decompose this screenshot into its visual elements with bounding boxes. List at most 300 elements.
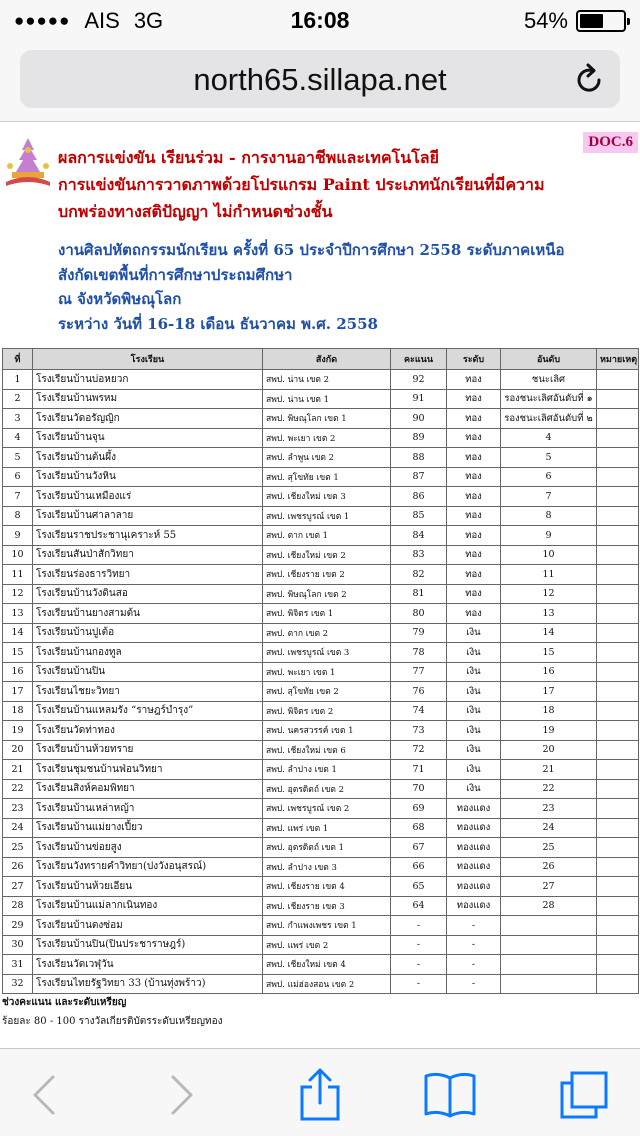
score: 90 xyxy=(391,409,447,429)
carrier-name: AIS xyxy=(84,8,120,33)
subtitle-line: สังกัดเขตพื้นที่การศึกษาประถมศึกษา xyxy=(58,265,293,284)
score: 82 xyxy=(391,565,447,585)
remarks xyxy=(597,604,639,624)
score: 65 xyxy=(391,877,447,897)
row-number: 5 xyxy=(3,448,33,468)
score: 88 xyxy=(391,448,447,468)
score: 89 xyxy=(391,428,447,448)
remarks xyxy=(597,389,639,409)
school-name: โรงเรียนบ้านต้นผึ้ง xyxy=(33,448,263,468)
forward-button[interactable] xyxy=(152,1067,212,1123)
school-name: โรงเรียนบ้านศาลาลาย xyxy=(33,506,263,526)
school-name: โรงเรียนบ้านวังหิน xyxy=(33,467,263,487)
table-row xyxy=(3,916,639,936)
school-name: โรงเรียนบ้านยางสามต้น xyxy=(33,604,263,624)
school-name: โรงเรียนบ้านปิน xyxy=(33,662,263,682)
remarks xyxy=(597,584,639,604)
score: 78 xyxy=(391,643,447,663)
remarks xyxy=(597,740,639,760)
medal-level: ทอง xyxy=(447,467,501,487)
header-affiliation: สังกัด xyxy=(263,349,391,370)
affiliation: สพป. แม่ฮ่องสอน เขต 2 xyxy=(263,974,391,994)
row-number: 1 xyxy=(3,370,33,390)
affiliation: สพป. สุโขทัย เขต 1 xyxy=(263,467,391,487)
rank: 21 xyxy=(501,760,597,780)
school-name: โรงเรียนบ้านบ่อหยวก xyxy=(33,370,263,390)
school-name: โรงเรียนบ้านแม่ลากเนินทอง xyxy=(33,896,263,916)
medal-level: - xyxy=(447,916,501,936)
affiliation: สพป. พิจิตร เขต 2 xyxy=(263,701,391,721)
bookmarks-button[interactable] xyxy=(420,1067,480,1123)
medal-level: ทองแดง xyxy=(447,877,501,897)
affiliation: สพป. ตาก เขต 1 xyxy=(263,526,391,546)
table-row xyxy=(3,799,639,819)
medal-level: ทอง xyxy=(447,545,501,565)
share-button[interactable] xyxy=(290,1067,350,1123)
rank: 24 xyxy=(501,818,597,838)
url-text[interactable]: north65.sillapa.net xyxy=(193,62,447,97)
table-row xyxy=(3,623,639,643)
rank: 16 xyxy=(501,662,597,682)
medal-level: - xyxy=(447,955,501,975)
results-table xyxy=(2,348,639,994)
affiliation: สพป. เชียงราย เขต 2 xyxy=(263,565,391,585)
medal-level: ทองแดง xyxy=(447,838,501,858)
medal-level: ทองแดง xyxy=(447,857,501,877)
affiliation: สพป. ลำปาง เขต 3 xyxy=(263,857,391,877)
table-row xyxy=(3,604,639,624)
school-name: โรงเรียนบ้านจุน xyxy=(33,428,263,448)
remarks xyxy=(597,721,639,741)
table-row xyxy=(3,701,639,721)
score: 79 xyxy=(391,623,447,643)
forward-icon[interactable] xyxy=(167,1073,197,1117)
school-name: โรงเรียนร่องธารวิทยา xyxy=(33,565,263,585)
row-number: 30 xyxy=(3,935,33,955)
medal-level: ทอง xyxy=(447,370,501,390)
table-row xyxy=(3,760,639,780)
remarks xyxy=(597,799,639,819)
rank: 13 xyxy=(501,604,597,624)
rank xyxy=(501,935,597,955)
table-row xyxy=(3,370,639,390)
score: - xyxy=(391,935,447,955)
medal-level: ทอง xyxy=(447,565,501,585)
score-range-line: ร้อยละ 80 - 100 รางวัลเกียรติบัตรระดับเหรียญทอง xyxy=(2,1016,223,1027)
row-number: 11 xyxy=(3,565,33,585)
rank: 10 xyxy=(501,545,597,565)
score: 80 xyxy=(391,604,447,624)
row-number: 8 xyxy=(3,506,33,526)
remarks xyxy=(597,487,639,507)
remarks xyxy=(597,409,639,429)
score: - xyxy=(391,916,447,936)
table-row xyxy=(3,409,639,429)
table-row xyxy=(3,974,639,994)
row-number: 21 xyxy=(3,760,33,780)
results-body xyxy=(3,370,639,994)
row-number: 32 xyxy=(3,974,33,994)
row-number: 20 xyxy=(3,740,33,760)
row-number: 6 xyxy=(3,467,33,487)
clock: 16:08 xyxy=(290,7,350,33)
remarks xyxy=(597,955,639,975)
row-number: 16 xyxy=(3,662,33,682)
table-row xyxy=(3,448,639,468)
medal-level: เงิน xyxy=(447,779,501,799)
medal-level: ทองแดง xyxy=(447,799,501,819)
school-name: โรงเรียนสิงห์คอมพิทยา xyxy=(33,779,263,799)
medal-level: ทอง xyxy=(447,487,501,507)
affiliation: สพป. พิษณุโลก เขต 2 xyxy=(263,584,391,604)
remarks xyxy=(597,643,639,663)
remarks xyxy=(597,838,639,858)
remarks xyxy=(597,974,639,994)
header-remarks: หมายเหตุ xyxy=(597,349,639,370)
affiliation: สพป. ลำปาง เขต 1 xyxy=(263,760,391,780)
affiliation: สพป. น่าน เขต 1 xyxy=(263,389,391,409)
affiliation: สพป. เชียงใหม่ เขต 6 xyxy=(263,740,391,760)
remarks xyxy=(597,916,639,936)
table-row xyxy=(3,682,639,702)
medal-level: เงิน xyxy=(447,721,501,741)
school-name: โรงเรียนบ้านตงซ่อม xyxy=(33,916,263,936)
score: 73 xyxy=(391,721,447,741)
affiliation: สพป. แพร่ เขต 1 xyxy=(263,818,391,838)
remarks xyxy=(597,682,639,702)
page-subtitle xyxy=(58,238,618,336)
status-right xyxy=(524,8,626,34)
subtitle-line: ระหว่าง วันที่ 16-18 เดือน ธันวาคม พ.ศ. 2558 xyxy=(58,314,378,333)
rank: 15 xyxy=(501,643,597,663)
thai-crest-logo-icon xyxy=(4,136,52,188)
rank: 6 xyxy=(501,467,597,487)
score: 70 xyxy=(391,779,447,799)
battery-fill xyxy=(580,14,603,28)
table-row xyxy=(3,818,639,838)
affiliation: สพป. ลำพูน เขต 2 xyxy=(263,448,391,468)
reload-icon[interactable] xyxy=(572,62,606,96)
table-row xyxy=(3,740,639,760)
table-row xyxy=(3,526,639,546)
medal-level: ทอง xyxy=(447,604,501,624)
row-number: 9 xyxy=(3,526,33,546)
remarks xyxy=(597,779,639,799)
share-icon[interactable] xyxy=(298,1067,342,1123)
rank xyxy=(501,916,597,936)
rank: 20 xyxy=(501,740,597,760)
status-bar xyxy=(0,0,640,40)
table-row xyxy=(3,662,639,682)
score: 68 xyxy=(391,818,447,838)
rank: 27 xyxy=(501,877,597,897)
medal-level: ทองแดง xyxy=(447,896,501,916)
rank: 26 xyxy=(501,857,597,877)
rank: 8 xyxy=(501,506,597,526)
signal-strength-icon: ●●●●● xyxy=(14,11,71,30)
row-number: 2 xyxy=(3,389,33,409)
subtitle-line: ณ จังหวัดพิษณุโลก xyxy=(58,290,182,308)
medal-level: เงิน xyxy=(447,701,501,721)
rank: 4 xyxy=(501,428,597,448)
title-line: บกพร่องทางสติปัญญา ไม่กำหนดช่วงชั้น xyxy=(58,202,333,221)
row-number: 14 xyxy=(3,623,33,643)
rank: 11 xyxy=(501,565,597,585)
table-row xyxy=(3,877,639,897)
title-line: การแข่งขันการวาดภาพด้วยโปรแกรม Paint ประเภทนักเรียนที่มีความ xyxy=(58,175,545,194)
score: 92 xyxy=(391,370,447,390)
school-name: โรงเรียนวัดอรัญญิก xyxy=(33,409,263,429)
medal-level: เงิน xyxy=(447,643,501,663)
affiliation: สพป. แพร่ เขต 2 xyxy=(263,935,391,955)
score: 77 xyxy=(391,662,447,682)
rank: 14 xyxy=(501,623,597,643)
medal-level: ทองแดง xyxy=(447,818,501,838)
school-name: โรงเรียนบ้านปิน(ปินประชาราษฎร์) xyxy=(33,935,263,955)
remarks xyxy=(597,818,639,838)
header-no: ที่ xyxy=(3,349,33,370)
score: 81 xyxy=(391,584,447,604)
table-row xyxy=(3,838,639,858)
school-name: โรงเรียนวังทรายคำวิทยา(ปงวังอนุสรณ์) xyxy=(33,857,263,877)
school-name: โรงเรียนบ้านเหมืองแร่ xyxy=(33,487,263,507)
medal-level: ทอง xyxy=(447,389,501,409)
remarks xyxy=(597,623,639,643)
school-name: โรงเรียนไชยะวิทยา xyxy=(33,682,263,702)
rank: 9 xyxy=(501,526,597,546)
remarks xyxy=(597,526,639,546)
rank: รองชนะเลิศอันดับที่ ๑ xyxy=(501,389,597,409)
rank: 19 xyxy=(501,721,597,741)
medal-level: เงิน xyxy=(447,662,501,682)
medal-level: เงิน xyxy=(447,760,501,780)
title-line: ผลการแข่งขัน เรียนร่วม - การงานอาชีพและเทคโนโลยี xyxy=(58,148,439,167)
remarks xyxy=(597,545,639,565)
row-number: 24 xyxy=(3,818,33,838)
doc-badge: DOC.6 xyxy=(583,132,638,153)
browser-toolbar xyxy=(0,1048,640,1136)
tabs-icon[interactable] xyxy=(558,1069,610,1121)
rank: 28 xyxy=(501,896,597,916)
score: 74 xyxy=(391,701,447,721)
rank: 7 xyxy=(501,487,597,507)
score: 71 xyxy=(391,760,447,780)
remarks xyxy=(597,506,639,526)
school-name: โรงเรียนบ้านข่อยสูง xyxy=(33,838,263,858)
affiliation: สพป. พะเยา เขต 2 xyxy=(263,428,391,448)
remarks xyxy=(597,857,639,877)
remarks xyxy=(597,370,639,390)
row-number: 22 xyxy=(3,779,33,799)
affiliation: สพป. เชียงใหม่ เขต 4 xyxy=(263,955,391,975)
rank: 22 xyxy=(501,779,597,799)
affiliation: สพป. เพชรบูรณ์ เขต 3 xyxy=(263,643,391,663)
remarks xyxy=(597,662,639,682)
table-row xyxy=(3,935,639,955)
table-row xyxy=(3,565,639,585)
score: 69 xyxy=(391,799,447,819)
back-button[interactable] xyxy=(14,1067,74,1123)
row-number: 28 xyxy=(3,896,33,916)
rank: 23 xyxy=(501,799,597,819)
table-row xyxy=(3,857,639,877)
score-range-heading: ช่วงคะแนน และระดับเหรียญ xyxy=(2,997,127,1008)
medal-level: ทอง xyxy=(447,409,501,429)
row-number: 7 xyxy=(3,487,33,507)
school-name: โรงเรียนสันป่าสักวิทยา xyxy=(33,545,263,565)
affiliation: สพป. นครสวรรค์ เขต 1 xyxy=(263,721,391,741)
battery-percent: 54% xyxy=(523,8,568,33)
row-number: 31 xyxy=(3,955,33,975)
medal-level: ทอง xyxy=(447,428,501,448)
medal-level: เงิน xyxy=(447,740,501,760)
school-name: โรงเรียนไทยรัฐวิทยา 33 (บ้านทุ่งพร้าว) xyxy=(33,974,263,994)
affiliation: สพป. เชียงใหม่ เขต 2 xyxy=(263,545,391,565)
table-row xyxy=(3,779,639,799)
remarks xyxy=(597,896,639,916)
table-header-row xyxy=(3,349,639,370)
school-name: โรงเรียนชุมชนบ้านฟ่อนวิทยา xyxy=(33,760,263,780)
score: 67 xyxy=(391,838,447,858)
row-number: 3 xyxy=(3,409,33,429)
remarks xyxy=(597,877,639,897)
score: 85 xyxy=(391,506,447,526)
score: 91 xyxy=(391,389,447,409)
row-number: 23 xyxy=(3,799,33,819)
remarks xyxy=(597,565,639,585)
medal-level: เงิน xyxy=(447,623,501,643)
remarks xyxy=(597,467,639,487)
score: - xyxy=(391,974,447,994)
school-name: โรงเรียนบ้านแหลมรัง “ราษฎร์บำรุง” xyxy=(33,701,263,721)
affiliation: สพป. พิจิตร เขต 1 xyxy=(263,604,391,624)
row-number: 26 xyxy=(3,857,33,877)
school-name: โรงเรียนราชประชานุเคราะห์ 55 xyxy=(33,526,263,546)
rank: 25 xyxy=(501,838,597,858)
page-title xyxy=(58,144,598,225)
school-name: โรงเรียนวัดท่าทอง xyxy=(33,721,263,741)
affiliation: สพป. สุโขทัย เขต 2 xyxy=(263,682,391,702)
score: 83 xyxy=(391,545,447,565)
score: 84 xyxy=(391,526,447,546)
school-name: โรงเรียนบ้านปูเต้อ xyxy=(33,623,263,643)
school-name: โรงเรียนบ้านวังดินสอ xyxy=(33,584,263,604)
table-row xyxy=(3,506,639,526)
rank xyxy=(501,974,597,994)
row-number: 12 xyxy=(3,584,33,604)
row-number: 10 xyxy=(3,545,33,565)
affiliation: สพป. กำแพงเพชร เขต 1 xyxy=(263,916,391,936)
table-row xyxy=(3,643,639,663)
score: 87 xyxy=(391,467,447,487)
score: 86 xyxy=(391,487,447,507)
medal-level: ทอง xyxy=(447,506,501,526)
medal-level: ทอง xyxy=(447,448,501,468)
rank: 17 xyxy=(501,682,597,702)
medal-level: ทอง xyxy=(447,584,501,604)
score: 66 xyxy=(391,857,447,877)
table-row xyxy=(3,584,639,604)
row-number: 27 xyxy=(3,877,33,897)
affiliation: สพป. พะเยา เขต 1 xyxy=(263,662,391,682)
row-number: 29 xyxy=(3,916,33,936)
medal-level: - xyxy=(447,974,501,994)
remarks xyxy=(597,448,639,468)
affiliation: สพป. ตาก เขต 2 xyxy=(263,623,391,643)
table-row xyxy=(3,721,639,741)
affiliation: สพป. เพชรบูรณ์ เขต 2 xyxy=(263,799,391,819)
row-number: 4 xyxy=(3,428,33,448)
rank: 18 xyxy=(501,701,597,721)
remarks xyxy=(597,760,639,780)
row-number: 25 xyxy=(3,838,33,858)
school-name: โรงเรียนบ้านห้วยทราย xyxy=(33,740,263,760)
remarks xyxy=(597,428,639,448)
network-type: 3G xyxy=(133,8,164,33)
rank: รองชนะเลิศอันดับที่ ๒ xyxy=(501,409,597,429)
rank: 5 xyxy=(501,448,597,468)
header-rank: อันดับ xyxy=(501,349,597,370)
affiliation: สพป. อุตรดิตถ์ เขต 1 xyxy=(263,838,391,858)
school-name: โรงเรียนบ้านห้วยเอียน xyxy=(33,877,263,897)
score: 64 xyxy=(391,896,447,916)
page-header xyxy=(0,130,640,345)
browser-address-area xyxy=(0,40,640,122)
affiliation: สพป. เชียงใหม่ เขต 3 xyxy=(263,487,391,507)
score: - xyxy=(391,955,447,975)
table-row xyxy=(3,428,639,448)
medal-level: ทอง xyxy=(447,526,501,546)
table-row xyxy=(3,896,639,916)
back-icon[interactable] xyxy=(29,1073,59,1117)
score: 76 xyxy=(391,682,447,702)
school-name: โรงเรียนบ้านกองทูล xyxy=(33,643,263,663)
header-school: โรงเรียน xyxy=(33,349,263,370)
table-row xyxy=(3,955,639,975)
remarks xyxy=(597,935,639,955)
rank xyxy=(501,955,597,975)
school-name: โรงเรียนบ้านเหล่าหญ้า xyxy=(33,799,263,819)
tabs-button[interactable] xyxy=(554,1067,614,1123)
battery-icon xyxy=(576,10,626,32)
remarks xyxy=(597,701,639,721)
row-number: 15 xyxy=(3,643,33,663)
score: 72 xyxy=(391,740,447,760)
affiliation: สพป. เชียงราย เขต 4 xyxy=(263,877,391,897)
row-number: 17 xyxy=(3,682,33,702)
header-score: คะแนน xyxy=(391,349,447,370)
school-name: โรงเรียนบ้านพรหม xyxy=(33,389,263,409)
medal-level: เงิน xyxy=(447,682,501,702)
row-number: 13 xyxy=(3,604,33,624)
affiliation: สพป. เชียงราย เขต 3 xyxy=(263,896,391,916)
subtitle-line: งานศิลปหัตถกรรมนักเรียน ครั้งที่ 65 ประจำปีการศึกษา 2558 ระดับภาคเหนือ xyxy=(58,241,565,259)
medal-level: - xyxy=(447,935,501,955)
affiliation: สพป. เพชรบูรณ์ เขต 1 xyxy=(263,506,391,526)
table-row xyxy=(3,487,639,507)
row-number: 18 xyxy=(3,701,33,721)
address-bar[interactable] xyxy=(20,50,620,108)
table-row xyxy=(3,389,639,409)
table-row xyxy=(3,545,639,565)
school-name: โรงเรียนบ้านแม่ยางเปี้ยว xyxy=(33,818,263,838)
affiliation: สพป. อุตรดิตถ์ เขต 2 xyxy=(263,779,391,799)
row-number: 19 xyxy=(3,721,33,741)
affiliation: สพป. พิษณุโลก เขต 1 xyxy=(263,409,391,429)
bookmarks-icon[interactable] xyxy=(422,1070,478,1120)
affiliation: สพป. น่าน เขต 2 xyxy=(263,370,391,390)
table-row xyxy=(3,467,639,487)
